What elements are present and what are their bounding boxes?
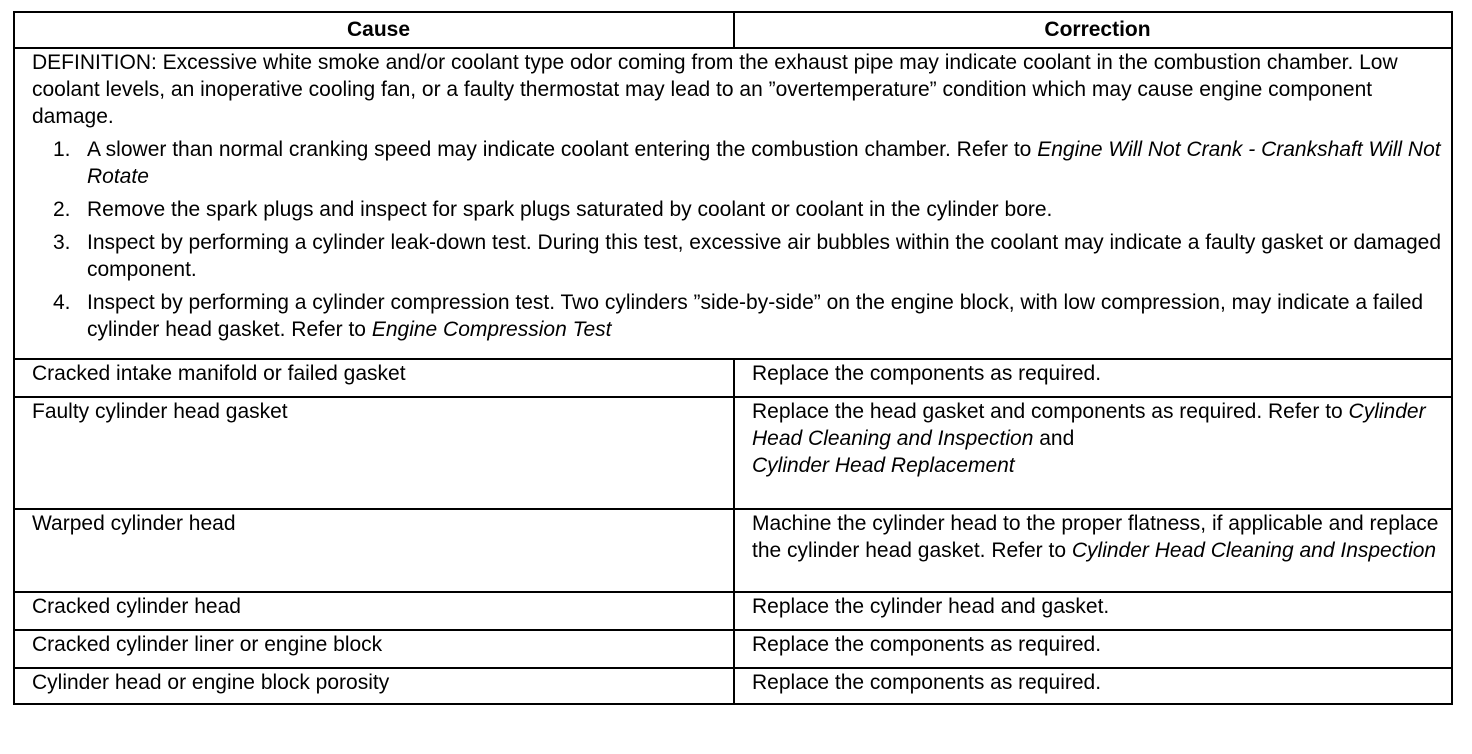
correction-cell: [734, 509, 1452, 592]
step-number: 2.: [53, 198, 71, 221]
cause-cell: Cracked cylinder liner or engine block: [14, 630, 734, 668]
definition-steps: [32, 136, 1443, 343]
step-text: Remove the spark plugs and inspect for spark plugs saturated by coolant or coolant in the cylinder bore.: [87, 198, 1053, 221]
step-number: 4.: [53, 291, 71, 314]
reference-link[interactable]: Cylinder Head Cleaning and Inspection: [752, 400, 1426, 450]
step-item: [32, 136, 1443, 190]
cause-cell: Cracked cylinder head: [14, 592, 734, 630]
step-item: [32, 229, 1443, 283]
table-row: [14, 592, 1452, 630]
step-text: Inspect by performing a cylinder leak-down test. During this test, excessive air bubbles within the coolant may indicate a faulty gasket or damaged component.: [87, 231, 1442, 281]
reference-link[interactable]: Cylinder Head Cleaning and Inspection: [1071, 539, 1437, 562]
cause-cell: Faulty cylinder head gasket: [14, 397, 734, 509]
correction-text-joiner: and: [1033, 427, 1075, 450]
cause-header: Cause: [14, 12, 734, 48]
table-row: [14, 359, 1452, 397]
table-row: [14, 509, 1452, 592]
correction-cell: Replace the components as required.: [734, 668, 1452, 704]
correction-cell: Replace the components as required.: [734, 630, 1452, 668]
table-row: [14, 397, 1452, 509]
definition-text: DEFINITION: Excessive white smoke and/or coolant type odor coming from the exhaust pipe may indicate coolant in the combustion chamber. Low coolant levels, an inoperative cooling fan, or a faulty thermostat may lead to an ”overtemperature” condition which may cause engine component damage.: [32, 51, 1398, 128]
reference-link[interactable]: Cylinder Head Replacement: [752, 454, 1015, 477]
step-item: [32, 289, 1443, 343]
step-number: 1.: [53, 138, 71, 161]
step-text: A slower than normal cranking speed may indicate coolant entering the combustion chamber. Refer to: [87, 138, 1038, 161]
correction-text: Replace the head gasket and components as required. Refer to: [752, 400, 1349, 423]
correction-cell: Replace the components as required.: [734, 359, 1452, 397]
header-row: [14, 12, 1452, 48]
correction-text: Machine the cylinder head to the proper flatness, if applicable and replace the cylinder head gasket. Refer to: [752, 512, 1439, 562]
correction-header: Correction: [734, 12, 1452, 48]
step-reference-link[interactable]: Engine Will Not Crank - Crankshaft Will Not Rotate: [87, 138, 1441, 188]
correction-cell: Replace the cylinder head and gasket.: [734, 592, 1452, 630]
definition-cell: [14, 48, 1452, 359]
step-number: 3.: [53, 231, 71, 254]
table-row: [14, 630, 1452, 668]
correction-cell: [734, 397, 1452, 509]
cause-cell: Warped cylinder head: [14, 509, 734, 592]
diagnosis-table: [13, 11, 1453, 705]
cause-cell: Cylinder head or engine block porosity: [14, 668, 734, 704]
definition-row: [14, 48, 1452, 359]
diagnostic-document: [13, 11, 1451, 705]
step-item: [32, 196, 1443, 223]
table-row: [14, 668, 1452, 704]
step-text: Inspect by performing a cylinder compression test. Two cylinders ”side-by-side” on the engine block, with low compression, may indicate a failed cylinder head gasket. Refer to: [87, 291, 1424, 341]
cause-cell: Cracked intake manifold or failed gasket: [14, 359, 734, 397]
step-reference-link[interactable]: Engine Compression Test: [371, 318, 612, 341]
